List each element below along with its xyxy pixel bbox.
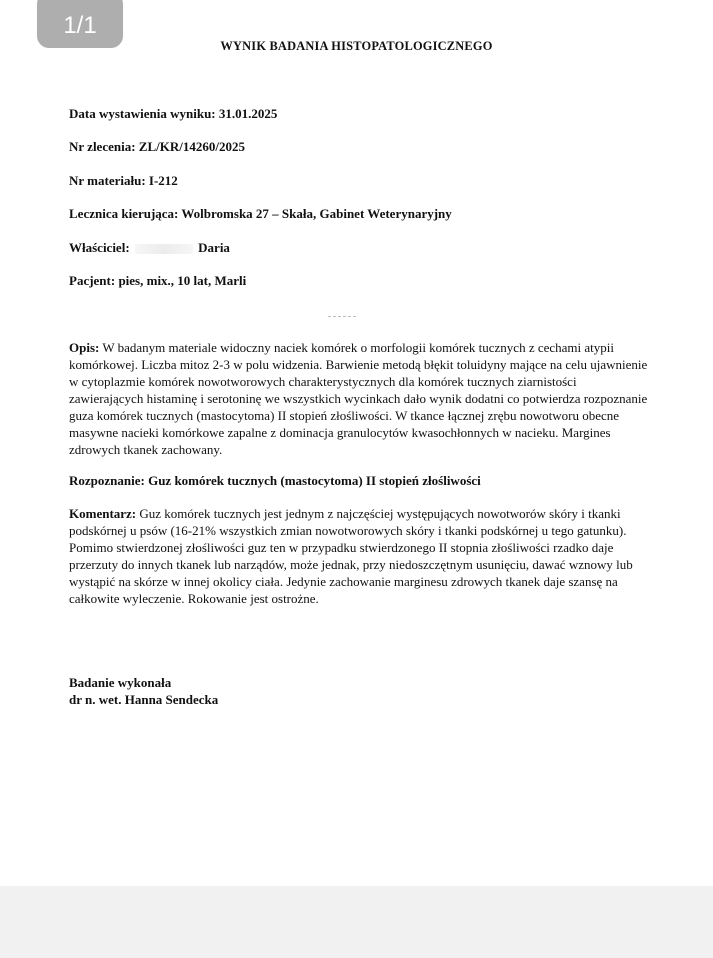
comment-text: Guz komórek tucznych jest jednym z najczęściej występujących nowotworów skóry i tkanki podskórnej u psów (16-21% wszystkich zmian nowotworowych skóry i tkanki podskórnej u tego gatunku). Pomimo stwierdzonej złośliwości guz ten w przypadku stwierdzonego II stopnia złośliwości rzadko daje przerzuty do innych tkanek lub narządów, może jednak, przy niedoszczętnym usunięciu, dawać wznowy lub wystąpić na skórze w innej okolicy ciała. Jedynie zachowanie marginesu zdrowych tkanek daje szansę na całkowite wyleczenie. Rokowanie jest ostrożne.: [69, 506, 633, 606]
redacted-surname: [135, 244, 193, 254]
owner-line: [69, 240, 230, 256]
diagnosis: Rozpoznanie: Guz komórek tucznych (mastocytoma) II stopień złośliwości: [69, 473, 481, 488]
viewer-bottom-bar: [0, 886, 713, 958]
scan-artifact: [328, 316, 356, 318]
description-paragraph: [69, 339, 649, 458]
material-number: Nr materiału: I-212: [69, 173, 178, 188]
patient-info: Pacjent: pies, mix., 10 lat, Marli: [69, 273, 247, 288]
description-label: Opis:: [69, 340, 100, 355]
owner-name: Daria: [198, 240, 230, 255]
page-indicator: 1/1: [37, 0, 123, 48]
description-text: W badanym materiale widoczny naciek komórek o morfologii komórek tucznych z cechami atypii komórkowej. Liczba mitoz 2-3 w polu widzenia. Barwienie metodą błękit toluidyny mające na celu ujawnienie w cytoplazmie komórek nowotworowych charakterystycznych dla komórek tucznych ziarnistości zawierających histaminę i serotoninę we wszystkich wycinkach dało wynik dodatni co potwierdza rozpoznanie guza komórek tucznych (mastocytoma) II stopień złośliwości. W tkance łącznej zrębu nowotworu obecne masywne nacieki komórkowe zapalne z dominacja granulocytów kwasochłonnych w nacieku. Margines zdrowych tkanek zachowany.: [69, 340, 648, 457]
referring-clinic: Lecznica kierująca: Wolbromska 27 – Skała, Gabinet Weterynaryjny: [69, 206, 452, 221]
signature-block: [69, 674, 218, 708]
comment-label: Komentarz:: [69, 506, 137, 521]
signature-name: dr n. wet. Hanna Sendecka: [69, 692, 219, 707]
order-number: Nr zlecenia: ZL/KR/14260/2025: [69, 139, 245, 154]
signature-title: Badanie wykonała: [69, 675, 172, 690]
issue-date: Data wystawienia wyniku: 31.01.2025: [69, 106, 278, 121]
document-title: WYNIK BADANIA HISTOPATOLOGICZNEGO: [220, 39, 493, 53]
comment-paragraph: [69, 505, 649, 607]
owner-label: Właściciel:: [69, 240, 130, 255]
